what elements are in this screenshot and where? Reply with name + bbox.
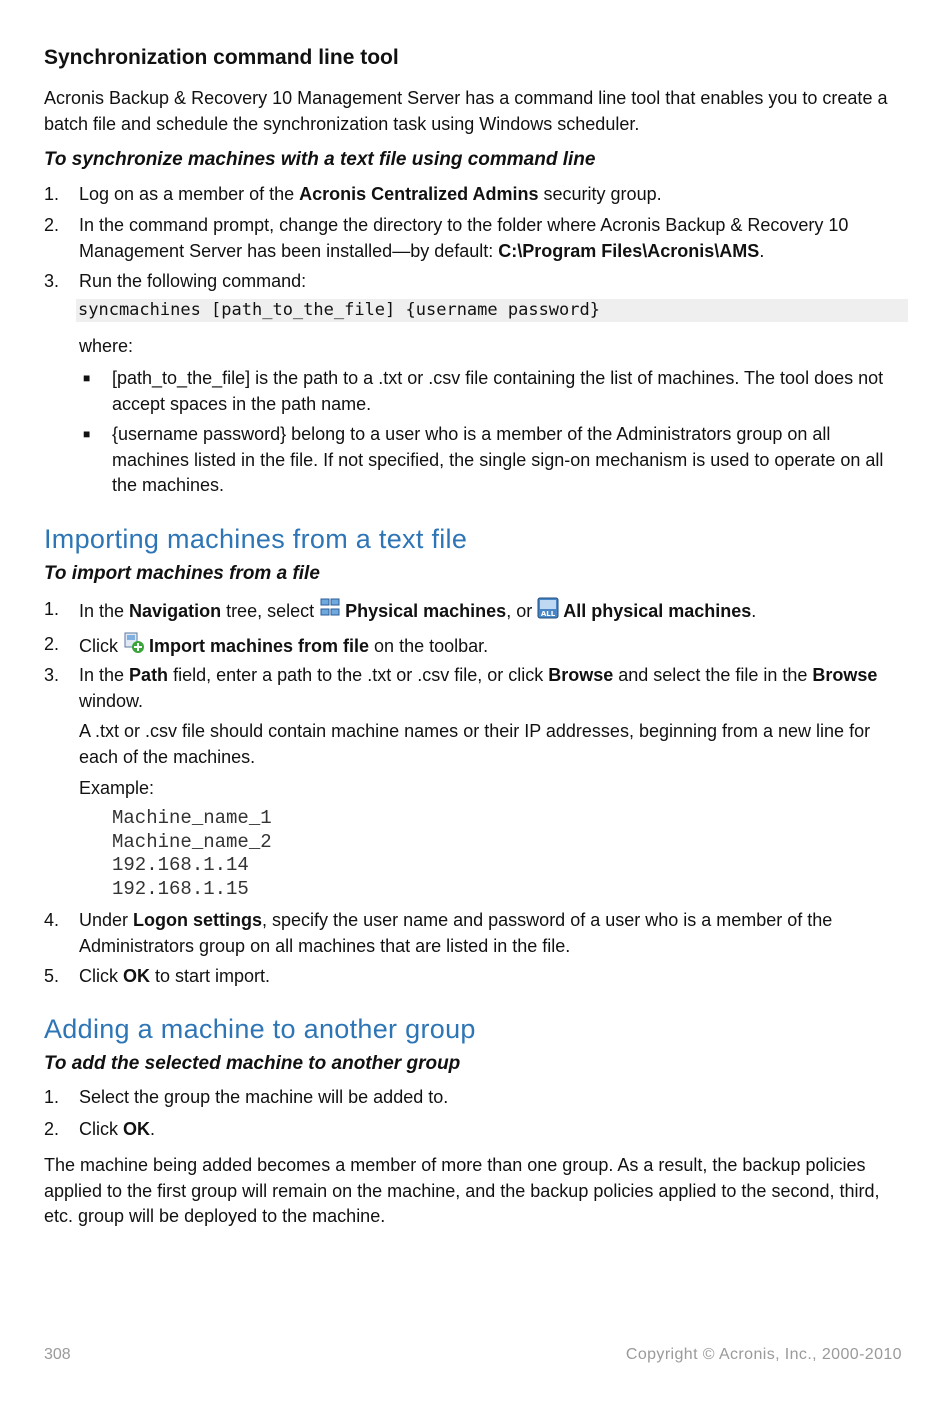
command-code: syncmachines [path_to_the_file] {username password} — [76, 299, 908, 322]
import-machines-label: Import machines from file — [149, 636, 370, 656]
step-text: field, enter a path to the .txt or .csv file, or click — [168, 665, 549, 685]
step-number: 2. — [44, 1119, 60, 1139]
ok-label: OK — [123, 966, 150, 986]
example-line: Machine_name_1 — [112, 807, 272, 829]
step-text: Select the group the machine will be added to. — [79, 1087, 449, 1107]
bullet-square-icon: ■ — [83, 371, 91, 385]
step-text: . — [759, 240, 765, 261]
bullet-text: [path_to_the_file] is the path to a .txt or .csv file containing the list of machines. The tool does not accept spaces in the path name. — [112, 368, 884, 414]
step-text: window. — [79, 690, 144, 711]
browse-window-label: Browse — [812, 665, 878, 685]
sync-intro: Acronis Backup & Recovery 10 Management Server has a command line tool that enables you to create a batch file and schedule the synchronization task using Windows scheduler. — [44, 88, 888, 134]
step-number: 5. — [44, 966, 60, 986]
bullet-text: {username password} belong to a user who is a member of the Administrators group on all machines listed in the file. If not specified, the single sign-on mechanism is used to operate on all the machines. — [112, 424, 884, 495]
example-line: 192.168.1.14 — [112, 854, 249, 876]
page-number: 308 — [44, 1346, 71, 1363]
browse-label: Browse — [548, 665, 614, 685]
physical-machines-label: Physical machines — [345, 601, 507, 621]
copyright-text: Copyright © Acronis, Inc., 2000-2010 — [625, 1346, 902, 1363]
import-heading: Importing machines from a text file — [44, 524, 468, 554]
navigation-label: Navigation — [129, 601, 222, 621]
step-text: on the toolbar. — [369, 636, 489, 656]
physical-machines-icon — [319, 597, 341, 619]
all-physical-machines-icon — [537, 597, 559, 619]
example-list — [112, 807, 272, 901]
add-closing-paragraph: The machine being added becomes a member of more than one group. As a result, the backup policies applied to the first group will remain on the machine, and the backup policies applied to the second, third, etc. group will be deployed to the machine. — [44, 1155, 880, 1226]
step-text: In the — [79, 665, 130, 685]
step-number: 1. — [44, 599, 60, 619]
add-heading: Adding a machine to another group — [44, 1014, 476, 1044]
logon-settings-label: Logon settings — [133, 910, 263, 930]
step-bold: C:\Program Files\Acronis\AMS — [498, 240, 760, 261]
step-text: Under — [79, 910, 134, 930]
step-text: In the — [79, 601, 130, 621]
example-line: 192.168.1.15 — [112, 877, 249, 900]
step-text: Run the following command: — [79, 271, 307, 291]
step-text: Log on as a member of the — [79, 184, 300, 204]
step-text: Click — [79, 636, 123, 656]
step-number: 3. — [44, 665, 60, 685]
sync-procedure-title: To synchronize machines with a text file using command line — [44, 149, 596, 170]
step-text: to start import. — [150, 966, 271, 986]
sync-heading: Synchronization command line tool — [44, 46, 399, 69]
step-text: Click — [79, 966, 123, 986]
step-number: 2. — [44, 215, 60, 235]
import-procedure-title: To import machines from a file — [44, 563, 320, 584]
step-text: , or — [506, 601, 538, 621]
step-number: 1. — [44, 184, 60, 204]
step-text: tree, select — [221, 601, 320, 621]
where-label: where: — [79, 336, 134, 356]
example-line: Machine_name_2 — [112, 830, 272, 853]
add-procedure-title: To add the selected machine to another group — [44, 1053, 461, 1074]
step-number: 3. — [44, 271, 60, 291]
step-number: 2. — [44, 634, 60, 654]
bullet-square-icon: ■ — [83, 427, 91, 441]
path-label: Path — [129, 665, 169, 685]
svg-text:ALL: ALL — [541, 610, 556, 618]
example-label: Example: — [79, 778, 155, 798]
step-text: . — [150, 1119, 156, 1139]
step-text: In the command prompt, change the directory to the folder where Acronis Backup & Recovery 10 Management Server has been installed—by default: — [79, 215, 849, 261]
step-text: . — [751, 601, 757, 621]
ok-label: OK — [123, 1119, 150, 1139]
import-note: A .txt or .csv file should contain machine names or their IP addresses, beginning from a new line for each of the machines. — [79, 721, 871, 767]
step-text: , specify the user name and password of a user who is a member of the Administrators group on all machines that are listed in the file. — [79, 910, 833, 956]
import-machines-icon — [123, 632, 145, 654]
step-text: and select the file in the — [613, 665, 813, 685]
step-text: Click — [79, 1119, 123, 1139]
step-number: 4. — [44, 910, 60, 930]
step-number: 1. — [44, 1087, 60, 1107]
step-text: security group. — [538, 184, 662, 204]
step-bold: Acronis Centralized Admins — [299, 184, 539, 204]
all-physical-machines-label: All physical machines — [563, 601, 752, 621]
